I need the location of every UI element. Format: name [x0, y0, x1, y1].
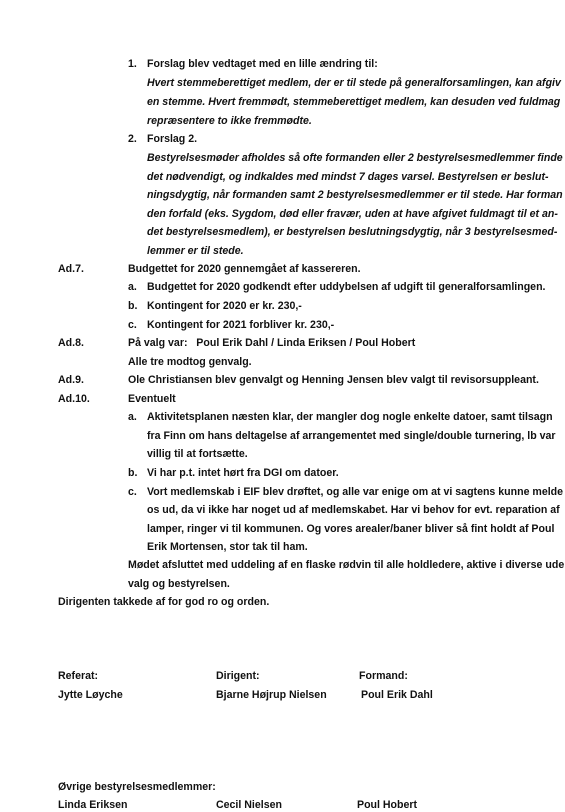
signature-role: Formand: — [359, 670, 408, 682]
other-members-heading: Øvrige bestyrelsesmedlemmer: — [58, 781, 216, 793]
item-1-line: Hvert stemmeberettiget medlem, der er til stede på generalforsamlingen, kan afgiv — [147, 77, 561, 89]
item-2-line: det bestyrelsesmedlem), er bestyrelsen beslutningsdygtig, når 3 bestyrelsesmed- — [147, 226, 558, 238]
ad7-text: Budgettet for 2020 gennemgået af kassereren. — [128, 263, 361, 275]
ad10-text: Eventuelt — [128, 393, 176, 405]
signature-role: Referat: — [58, 670, 99, 682]
item-2-heading: Forslag 2. — [147, 133, 198, 145]
item-1-line: repræsentere to ikke fremmødte. — [147, 115, 312, 127]
ad7-sub-letter: a. — [128, 281, 137, 293]
ad7-sub-letter: c. — [128, 319, 137, 331]
item-2-line: den forfald (eks. Sygdom, død eller fravær, uden at have afgivet fuldmagt til et an- — [147, 208, 558, 220]
ad9-text: Ole Christiansen blev genvalgt og Henning Jensen blev valgt til revisorsuppleant. — [128, 374, 539, 386]
item-1-line: en stemme. Hvert fremmødt, stemmeberettiget medlem, kan desuden ved fuldmag — [147, 96, 561, 108]
ad7-sub-letter: b. — [128, 300, 138, 312]
ad7-sub-text: Kontingent for 2020 er kr. 230,- — [147, 300, 302, 312]
ad10-label: Ad.10. — [58, 393, 90, 405]
item-2-line: lemmer er til stede. — [147, 245, 244, 257]
ad9-label: Ad.9. — [58, 374, 84, 386]
signature-name: Bjarne Højrup Nielsen — [216, 689, 327, 701]
ad8-text: På valg var: Poul Erik Dahl / Linda Eriksen / Poul Hobert — [128, 337, 416, 349]
item-2-number: 2. — [128, 133, 137, 145]
ad7-label: Ad.7. — [58, 263, 84, 275]
ad8-label: Ad.8. — [58, 337, 84, 349]
ad8-text2: Alle tre modtog genvalg. — [128, 356, 252, 368]
ad7-sub-text: Kontingent for 2021 forbliver kr. 230,- — [147, 319, 335, 331]
ad10-sub-letter: a. — [128, 411, 137, 423]
other-member-name: Linda Eriksen — [58, 799, 128, 811]
ad10-sub-line: Aktivitetsplanen næsten klar, der mangler dog nogle enkelte datoer, samt tilsagn — [147, 411, 553, 423]
ad10-sub-letter: b. — [128, 467, 138, 479]
item-1-number: 1. — [128, 58, 137, 70]
ad10-sub-line: Vi har p.t. intet hørt fra DGI om datoer. — [147, 467, 339, 479]
ad10-sub-line: fra Finn om hans deltagelse af arrangementet med single/double turnering, lb var — [147, 430, 556, 442]
ad10-sub-line: Vort medlemskab i EIF blev drøftet, og alle var enige om at vi sagtens kunne melde — [147, 486, 564, 498]
closing-thanks: Dirigenten takkede af for god ro og orden. — [58, 596, 270, 608]
item-1-heading: Forslag blev vedtaget med en lille ændring til: — [147, 58, 378, 70]
signature-role: Dirigent: — [216, 670, 260, 682]
item-2-line: ningsdygtig, når formanden samt 2 bestyrelsesmedlemmer er til stede. Har forman — [147, 189, 563, 201]
ad10-sub-line: os ud, da vi ikke har noget ud af medlemskabet. Har vi behov for evt. reparation af — [147, 504, 560, 516]
signature-name: Jytte Løyche — [58, 689, 123, 701]
item-2-line: Bestyrelsesmøder afholdes så ofte formanden eller 2 bestyrelsesmedlemmer finde — [147, 152, 563, 164]
ad10-sub-line: villig til at fortsætte. — [147, 448, 248, 460]
other-member-name: Poul Hobert — [357, 799, 418, 811]
other-member-name: Cecil Nielsen — [216, 799, 282, 811]
ad10-closing: valg og bestyrelsen. — [128, 578, 230, 590]
item-2-line: det nødvendigt, og indkaldes med mindst 7 dages varsel. Bestyrelsen er beslut- — [147, 171, 549, 183]
ad10-sub-line: lamper, ringer vi til kommunen. Og vores arealer/baner bliver så fint holdt af Poul — [147, 523, 555, 535]
ad10-closing: Mødet afsluttet med uddeling af en flaske rødvin til alle holdledere, aktive i diverse ude — [128, 559, 565, 571]
ad7-sub-text: Budgettet for 2020 godkendt efter uddybelsen af udgift til generalforsamlingen. — [147, 281, 546, 293]
ad10-sub-line: Erik Mortensen, stor tak til ham. — [147, 541, 308, 553]
signature-name: Poul Erik Dahl — [361, 689, 433, 701]
ad10-sub-letter: c. — [128, 486, 137, 498]
